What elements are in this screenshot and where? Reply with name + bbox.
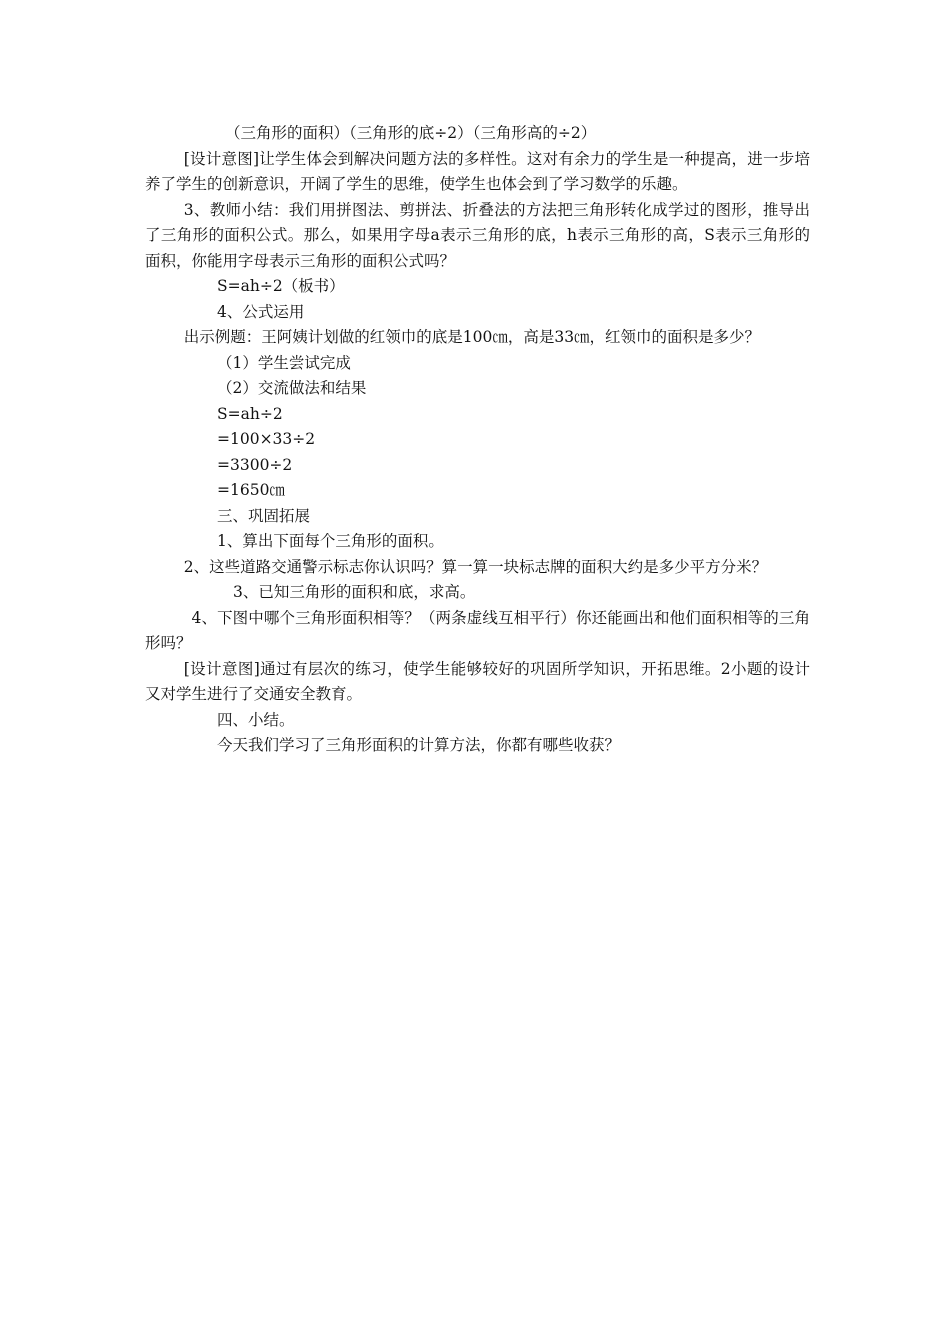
exercise-1: 1、算出下面每个三角形的面积。	[217, 532, 444, 550]
paragraph-example: 出示例题：王阿姨计划做的红领巾的底是100㎝，高是33㎝，红领巾的面积是多少？	[183, 328, 761, 346]
paragraph-design-intent-1: [设计意图]让学生体会到解决问题方法的多样性。这对有余力的学生是一种提高，进一步培养了学生的创新意识，开阔了学生的思维，使学生也体会到了学习数学的乐趣。	[145, 149, 810, 193]
step-student-try: （1）学生尝试完成	[217, 353, 351, 372]
exercise-4: 4、下图中哪个三角形面积相等？（两条虚线互相平行）你还能画出和他们面积相等的三角形吗？	[145, 608, 810, 652]
heading-formula-use: 4、公式运用	[217, 302, 305, 321]
calc-line-1: S=ah÷2	[217, 404, 283, 423]
heading-summary: 四、小结。	[217, 710, 295, 729]
calc-line-4: =1650㎝	[217, 481, 285, 499]
exercise-3: 3、已知三角形的面积和底，求高。	[233, 583, 476, 601]
calc-line-3: =3300÷2	[217, 455, 293, 474]
formula-blackboard: S=ah÷2（板书）	[217, 277, 345, 295]
calc-line-2: =100×33÷2	[217, 430, 316, 448]
document-body	[145, 121, 810, 759]
step-exchange: （2）交流做法和结果	[217, 379, 367, 397]
paragraph-closing: 今天我们学习了三角形面积的计算方法，你都有哪些收获？	[217, 736, 621, 754]
exercise-2: 2、这些道路交通警示标志你认识吗？算一算一块标志牌的面积大约是多少平方分米？	[183, 557, 768, 576]
heading-consolidation: 三、巩固拓展	[217, 506, 311, 525]
paragraph-teacher-summary: 3、教师小结：我们用拼图法、剪拼法、折叠法的方法把三角形转化成学过的图形，推导出了三角形的面积公式。那么，如果用字母a表示三角形的底，h表示三角形的高，S表示三角形的面积，你能用字母表示三角形的面积公式吗？	[145, 200, 810, 270]
paragraph-design-intent-2: [设计意图]通过有层次的练习，使学生能够较好的巩固所学知识，开拓思维。2小题的设计又对学生进行了交通安全教育。	[145, 659, 810, 703]
paragraph-area-notes: （三角形的面积）（三角形的底÷2）（三角形高的÷2）	[225, 124, 597, 142]
